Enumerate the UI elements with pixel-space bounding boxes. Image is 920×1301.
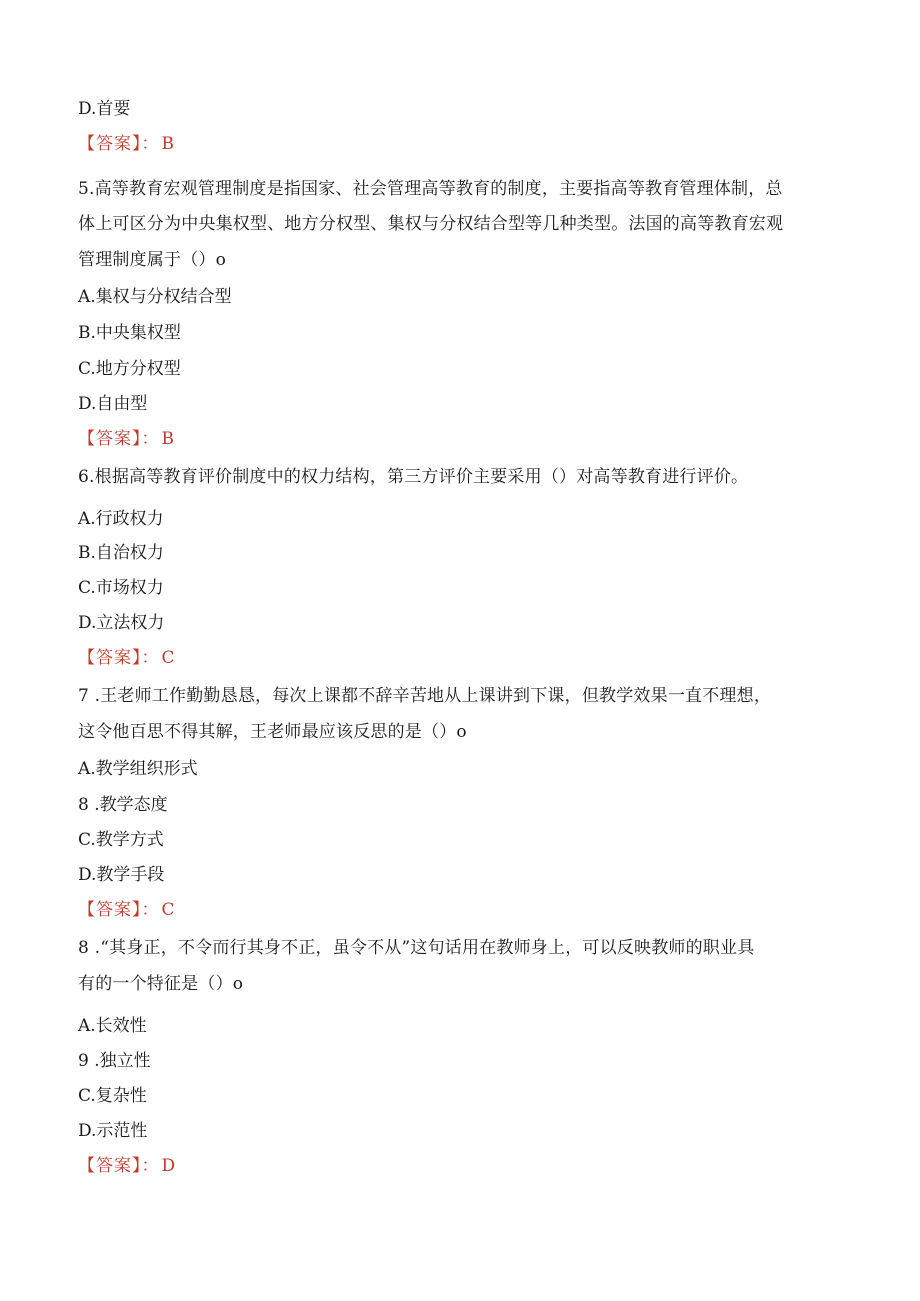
answer-value: C [161, 900, 176, 920]
answer-line [78, 427, 175, 451]
question-stem-line: 这令他百思不得其解，王老师最应该反思的是（）o [78, 722, 467, 742]
answer-value: B [161, 429, 175, 449]
answer-line [78, 132, 175, 156]
answer-line [78, 1154, 176, 1178]
question-stem-line: 6.根据高等教育评价制度中的权力结构，第三方评价主要采用（）对高等教育进行评价。 [78, 467, 749, 487]
question-stem-line: 管理制度属于（）o [78, 250, 227, 270]
option-b: 9 .独立性 [78, 1051, 151, 1071]
option-b: B.中央集权型 [78, 323, 181, 343]
answer-label: 【答案】： [78, 1156, 160, 1176]
answer-label: 【答案】： [78, 134, 160, 154]
option-b: 8 .教学态度 [78, 795, 168, 815]
question-stem-line: 体上可区分为中央集权型、地方分权型、集权与分权结合型等几种类型。法国的高等教育宏观 [78, 214, 784, 234]
question-stem-line: 7 .王老师工作勤勤恳恳，每次上课都不辞辛苦地从上课讲到下课，但教学效果一直不理想， [78, 686, 772, 706]
option-b: B.自治权力 [78, 543, 164, 563]
answer-line [78, 898, 176, 922]
answer-value: D [161, 1156, 177, 1176]
option-d: D.首要 [78, 99, 131, 119]
option-c: C.复杂性 [78, 1086, 147, 1106]
option-d: D.自由型 [78, 394, 148, 414]
answer-label: 【答案】： [78, 900, 160, 920]
option-d: D.示范性 [78, 1121, 148, 1141]
answer-value: B [161, 134, 175, 154]
option-a: A.教学组织形式 [78, 759, 198, 779]
question-stem-line: 5.高等教育宏观管理制度是指国家、社会管理高等教育的制度，主要指高等教育管理体制，总 [78, 179, 783, 199]
option-c: C.市场权力 [78, 578, 164, 598]
option-a: A.集权与分权结合型 [78, 287, 232, 307]
answer-label: 【答案】： [78, 648, 160, 668]
answer-line [78, 646, 176, 670]
option-d: D.立法权力 [78, 613, 165, 633]
option-a: A.行政权力 [78, 509, 164, 529]
option-a: A.长效性 [78, 1016, 147, 1036]
option-c: C.教学方式 [78, 830, 164, 850]
answer-value: C [161, 648, 176, 668]
option-c: C.地方分权型 [78, 359, 181, 379]
question-stem-line: 有的一个特征是（）o [78, 974, 244, 994]
option-d: D.教学手段 [78, 865, 165, 885]
answer-label: 【答案】： [78, 429, 160, 449]
question-stem-line: 8 .“其身正，不令而行其身不正，虽令不从”这句话用在教师身上，可以反映教师的职业具 [78, 938, 755, 958]
